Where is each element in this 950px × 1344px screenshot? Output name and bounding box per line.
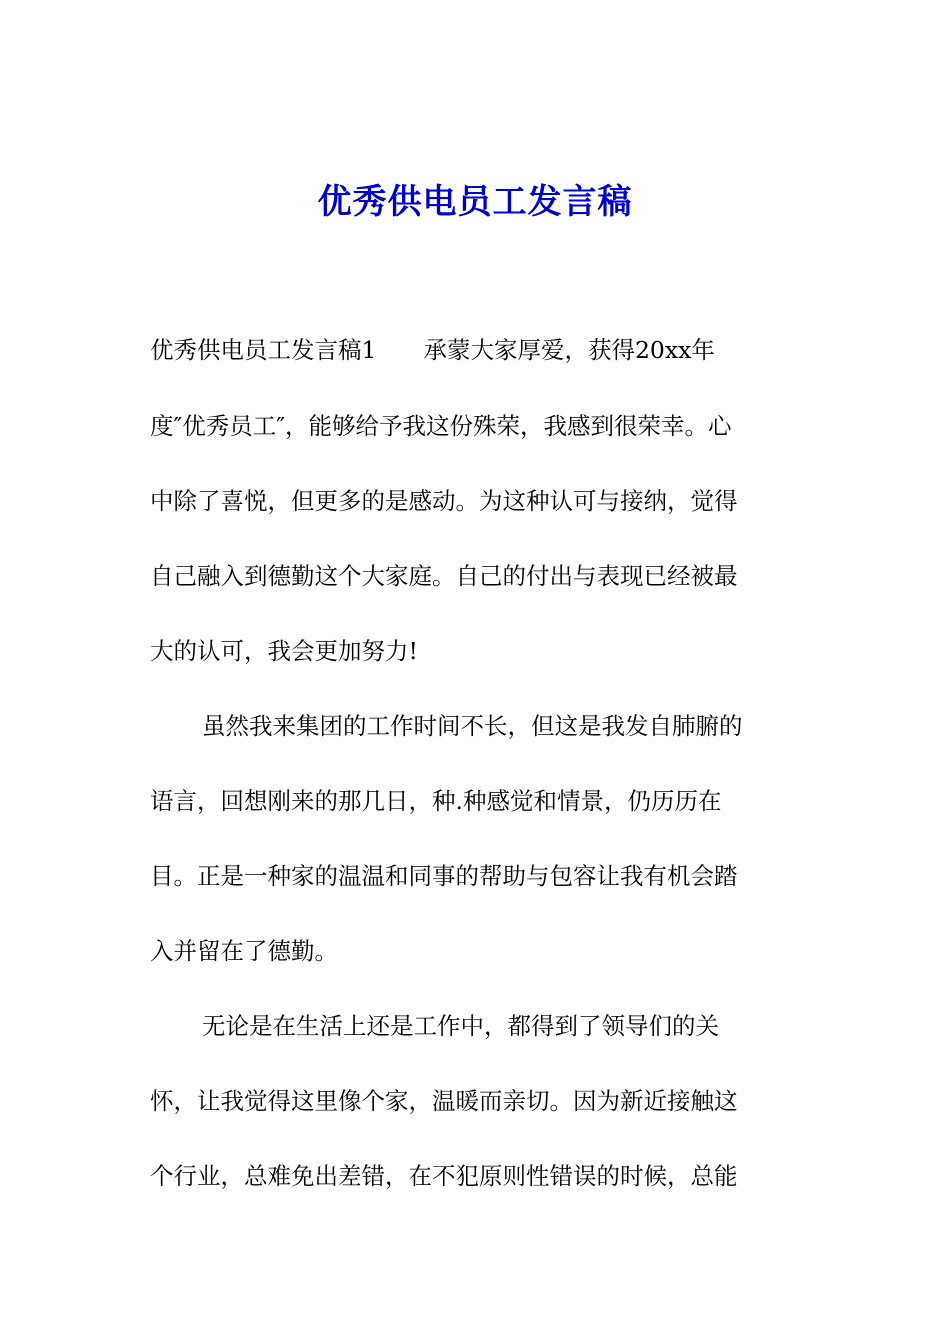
paragraph-line: 语言，回想刚来的那几日，种.种感觉和情景，仍历历在 [150, 787, 722, 815]
document-title: 优秀供电员工发言稿 [317, 182, 633, 222]
paragraph-line: 优秀供电员工发言稿1 承蒙大家厚爱，获得20xx年 [150, 336, 715, 364]
paragraph-line: 个行业，总难免出差错，在不犯原则性错误的时候，总能 [150, 1162, 738, 1190]
paragraph-line: 中除了喜悦，但更多的是感动。为这种认可与接纳，觉得 [150, 487, 738, 515]
paragraph-line: 虽然我来集团的工作时间不长，但这是我发自肺腑的 [202, 712, 743, 740]
paragraph-line: 无论是在生活上还是工作中，都得到了领导们的关 [202, 1012, 719, 1040]
paragraph-line: 大的认可，我会更加努力! [150, 637, 418, 665]
paragraph-line: 自己融入到德勤这个大家庭。自己的付出与表现已经被最 [150, 562, 738, 590]
paragraph-line: 入并留在了德勤。 [150, 937, 338, 965]
paragraph-line: 度″优秀员工″，能够给予我这份殊荣，我感到很荣幸。心 [150, 412, 732, 440]
paragraph-line: 怀，让我觉得这里像个家，温暖而亲切。因为新近接触这 [150, 1087, 738, 1115]
paragraph-line: 目。正是一种家的温温和同事的帮助与包容让我有机会踏 [150, 862, 738, 890]
